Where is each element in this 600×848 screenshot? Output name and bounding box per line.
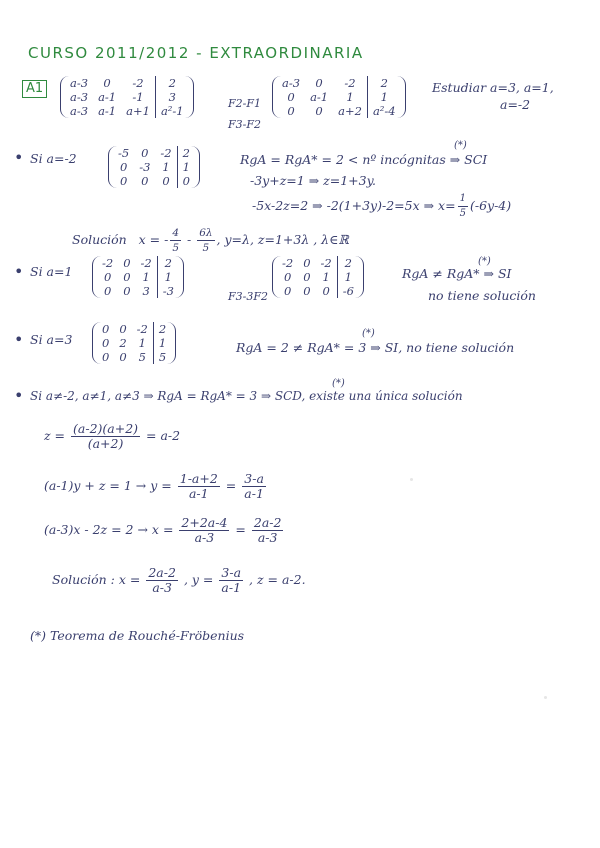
fraction-numerator: 3-a (244, 471, 264, 486)
solution-label: Solución (72, 232, 127, 247)
equation-text: = (235, 522, 246, 537)
matrix-cell: 3 (155, 90, 188, 104)
matrix-cell: a-1 (98, 104, 117, 118)
matrix-cell: -3 (157, 284, 179, 298)
matrix-cell: 2 (155, 76, 188, 90)
matrix-cell: -2 (344, 76, 356, 90)
matrix-cell: 5 (153, 350, 171, 364)
matrix-cell: -2 (102, 256, 114, 270)
equation-text: = a-2 (146, 428, 181, 443)
z-equation (44, 422, 180, 451)
case-condition: Si a=1 (30, 264, 73, 279)
fraction-numerator: 2a-2 (148, 565, 176, 580)
solution-text: , z = a-2. (249, 572, 306, 587)
matrix-cell: 5 (138, 350, 146, 364)
equation-text: (a-3)x - 2z = 2 → x = (44, 522, 174, 537)
solution-label: Solución : x = (52, 572, 141, 587)
rank-statement: RgA ≠ RgA* ⇒ SI (402, 266, 512, 281)
matrix-cell: 0 (102, 336, 110, 350)
fraction-denominator: a-1 (244, 486, 264, 501)
matrix-cell: -2 (320, 256, 332, 270)
fraction-denominator: (a+2) (87, 436, 124, 451)
equation-text: = (225, 478, 237, 493)
matrix-cell: 0 (315, 76, 323, 90)
fraction-numerator: 1 (458, 192, 468, 207)
bullet: • (14, 148, 24, 167)
matrix-cell: 2 (337, 256, 359, 270)
fraction-numerator: 1-a+2 (179, 471, 218, 486)
fraction-denominator: 5 (459, 208, 466, 219)
fraction-numerator: 4 (172, 227, 180, 239)
theorem-mark: (*) (478, 256, 491, 267)
matrix-case-neg2 (108, 146, 200, 188)
matrix-cell: 0 (283, 284, 292, 298)
matrix-cell: a+2 (338, 104, 362, 118)
matrix-cell: 1 (162, 160, 170, 174)
matrix-cell: 0 (162, 174, 170, 188)
matrix-cell: a-3 (70, 76, 89, 90)
matrix-cell: 1 (346, 90, 354, 104)
row-operation: F3-3F2 (228, 290, 268, 303)
matrix-cell: 0 (141, 174, 149, 188)
matrix-cell: 0 (177, 174, 195, 188)
y-equation (44, 472, 268, 501)
equation-text: z = (44, 428, 66, 443)
matrix-cell: 1 (367, 90, 400, 104)
matrix-cell: 0 (102, 322, 110, 336)
matrix-cell: 0 (119, 160, 128, 174)
matrix-cell: -5 (118, 146, 130, 160)
matrix-cell: 0 (123, 284, 131, 298)
matrix-cell: 1 (337, 270, 359, 284)
matrix-cell: 0 (283, 270, 292, 284)
matrix-initial (60, 76, 194, 118)
rank-statement: RgA = 2 ≠ RgA* = 3 ⇒ SI, no tiene solución (236, 340, 515, 355)
matrix-cell: -2 (136, 322, 148, 336)
footnote: (*) Teorema de Rouché-Fröbenius (30, 628, 245, 643)
fraction-numerator: 6λ (199, 227, 213, 239)
case-condition: Si a=3 (30, 332, 73, 347)
fraction-numerator: (a-2)(a+2) (73, 421, 139, 436)
matrix-cell: a-1 (310, 90, 329, 104)
matrix-cell: 2 (367, 76, 400, 90)
matrix-cell: 3 (142, 284, 150, 298)
matrix-cell: 0 (303, 256, 311, 270)
matrix-cell: 0 (287, 104, 295, 118)
case-condition: Si a=-2 (30, 151, 77, 166)
bullet: • (14, 386, 24, 405)
fraction-denominator: a-3 (152, 580, 172, 595)
matrix-cell: 2 (119, 336, 127, 350)
matrix-cell: 0 (103, 76, 111, 90)
matrix-cell: 1 (177, 160, 195, 174)
fraction-denominator: a-1 (221, 580, 242, 595)
matrix-cell: 0 (119, 322, 127, 336)
equation-line (252, 192, 511, 221)
theorem-mark: (*) (362, 328, 375, 339)
matrix-cell: -2 (160, 146, 172, 160)
matrix-cell: 0 (102, 350, 110, 364)
solution-text: , y = (183, 572, 214, 587)
matrix-cell: -2 (132, 76, 144, 90)
matrix-cell: -1 (132, 90, 144, 104)
scan-speck (410, 478, 413, 481)
matrix-cell: 0 (322, 284, 330, 298)
matrix-cell: 2 (153, 322, 171, 336)
matrix-cell: 0 (315, 104, 323, 118)
matrix-cell: a-3 (282, 76, 301, 90)
bullet: • (14, 262, 24, 281)
matrix-cell: -6 (337, 284, 359, 298)
bullet: • (14, 330, 24, 349)
matrix-cell: -2 (140, 256, 152, 270)
matrix-cell: 0 (103, 284, 112, 298)
row-operation: F2-F1 (228, 97, 261, 110)
matrix-cell: 0 (123, 256, 131, 270)
matrix-cell: a-1 (98, 90, 117, 104)
page-title: CURSO 2011/2012 - EXTRAORDINARIA (28, 44, 364, 62)
matrix-cell: 0 (303, 270, 311, 284)
matrix-cell: -2 (282, 256, 294, 270)
scan-speck (544, 696, 547, 699)
matrix-cell: 0 (287, 90, 295, 104)
fraction-denominator: 5 (202, 242, 210, 254)
case-condition: Si a≠-2, a≠1, a≠3 ⇒ RgA = RgA* = 3 ⇒ SCD, existe una única solución (30, 389, 463, 403)
x-equation (44, 516, 285, 545)
matrix-cell: 0 (103, 270, 112, 284)
matrix-cell: 1 (153, 336, 171, 350)
fraction-denominator: a-3 (194, 530, 215, 545)
exercise-badge: A1 (22, 80, 47, 98)
equation-text: (-6y-4) (469, 198, 512, 213)
matrix-cell: 0 (119, 350, 127, 364)
matrix-reduced (272, 76, 406, 118)
rank-statement: RgA = RgA* = 2 < nº incógnitas ⇒ SCI (240, 152, 488, 167)
matrix-cell: 0 (119, 174, 128, 188)
matrix-cell: 1 (157, 270, 179, 284)
matrix-cell: a-3 (70, 90, 89, 104)
solution-text: x = - (138, 232, 169, 247)
general-solution (52, 566, 306, 595)
matrix-cell: 2 (157, 256, 179, 270)
matrix-cell: -3 (139, 160, 151, 174)
solution-text: , y=λ, z=1+3λ , λ∈ℝ (216, 232, 349, 247)
row-operation: F3-F2 (228, 118, 261, 131)
matrix-cell: 1 (142, 270, 150, 284)
fraction-denominator: a-3 (257, 530, 278, 545)
matrix-cell: 1 (322, 270, 330, 284)
matrix-cell: 0 (123, 270, 131, 284)
task-text-2: a=-2 (500, 97, 531, 112)
equation-text: -5x-2z=2 ⇒ -2(1+3y)-2=5x ⇒ x= (252, 198, 456, 213)
fraction-denominator: a-1 (188, 486, 209, 501)
fraction-numerator: 2a-2 (253, 515, 282, 530)
fraction-numerator: 2+2a-4 (181, 515, 228, 530)
solution-line: Solución x = - $\frac{4}{5}$ - $\frac{6\lambda}{5}$ , y=λ, z=1+3λ , λ∈ℝ (72, 227, 349, 254)
equation-line: -3y+z=1 ⇒ z=1+3y. (250, 173, 376, 188)
matrix-cell: 0 (141, 146, 149, 160)
fraction-numerator: 3-a (221, 565, 242, 580)
matrix-cell: a+1 (126, 104, 150, 118)
task-text: Estudiar a=3, a=1, (432, 80, 554, 95)
theorem-mark: (*) (332, 378, 345, 389)
matrix-cell: 0 (303, 284, 311, 298)
equation-text: (a-1)y + z = 1 → y = (44, 478, 172, 493)
matrix-cell: a-3 (70, 104, 89, 118)
matrix-case-1-reduced (272, 256, 364, 298)
matrix-cell: 2 (177, 146, 195, 160)
theorem-mark: (*) (454, 140, 467, 151)
matrix-cell: a²-4 (367, 104, 400, 118)
matrix-case-1 (92, 256, 184, 298)
fraction-denominator: 5 (172, 242, 180, 254)
matrix-case-3 (92, 322, 176, 364)
matrix-cell: a²-1 (155, 104, 188, 118)
result-note: no tiene solución (428, 288, 536, 303)
matrix-cell: 1 (138, 336, 146, 350)
